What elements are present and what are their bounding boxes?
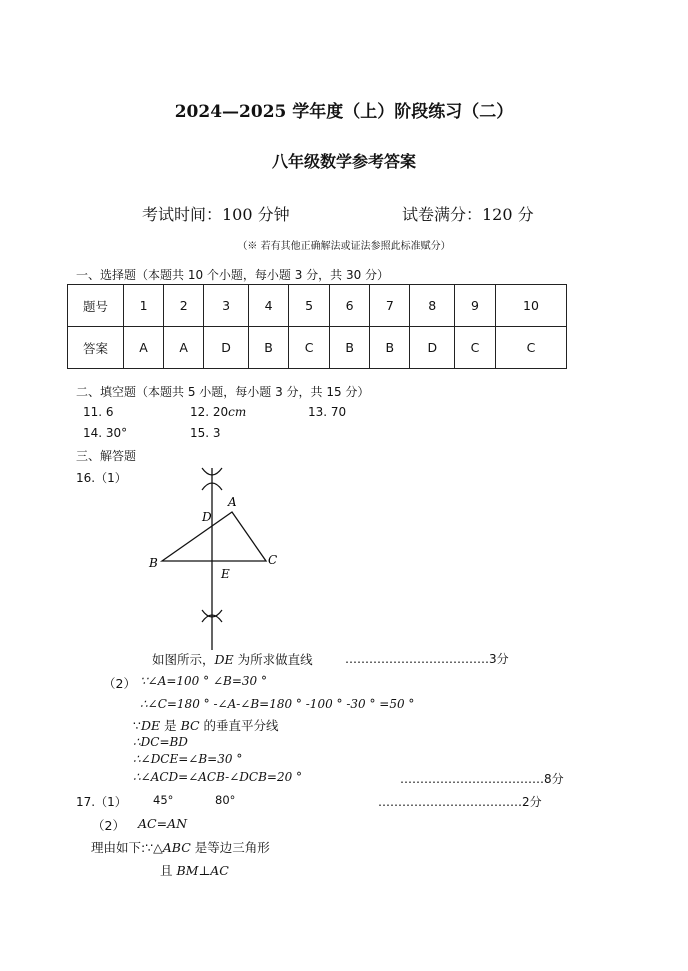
document-title: 2024—2025 学年度（上）阶段练习（二） (174, 102, 514, 122)
q16-part2-label: （2） (103, 676, 136, 691)
q16-line3-bc: BC (180, 718, 200, 733)
q17-part2-label: （2） (92, 818, 125, 833)
q17-and (160, 861, 229, 879)
document-subtitle: 八年级数学参考答案 (271, 152, 416, 171)
q16-conclusion (152, 650, 313, 668)
table-cell: 8 (410, 285, 455, 327)
table-cell: C (495, 327, 566, 369)
q16-line3-post: 的垂直平分线 (199, 718, 279, 733)
label-c: C (268, 553, 278, 567)
q16-line4: ∴DC=BD (133, 735, 188, 749)
q16-line3-mid: 是 (160, 718, 181, 733)
table-cell: B (330, 327, 370, 369)
q17-score-2: ………………………………2分 (378, 795, 542, 809)
q16-line3 (133, 716, 279, 734)
grading-note: （※ 若有其他正确解法或证法参照此标准赋分） (237, 241, 451, 252)
table-cell: 6 (330, 285, 370, 327)
table-cell: 2 (164, 285, 204, 327)
choice-answer-table (67, 284, 567, 369)
q17-and-expr: BM⊥AC (176, 863, 229, 878)
q17-reason-triangle: △ABC (153, 840, 191, 855)
table-cell: 4 (248, 285, 288, 327)
table-cell: 9 (455, 285, 496, 327)
triangle-abc (162, 512, 266, 561)
table-cell: 3 (204, 285, 249, 327)
q16-score-8: ………………………………8分 (400, 772, 564, 786)
q16-line2: ∴∠C=180 ° -∠A-∠B=180 ° -100 ° -30 ° =50 ° (140, 697, 415, 711)
q17-part2-answer: AC=AN (138, 816, 188, 831)
q16-score-3: ………………………………3分 (345, 652, 509, 666)
table-cell: 5 (289, 285, 330, 327)
answer-12-number: 12. 20 (190, 405, 229, 419)
triangle-construction-figure (140, 460, 300, 660)
table-cell: C (289, 327, 330, 369)
table-cell: 7 (370, 285, 410, 327)
q17-label: 17.（1） (76, 795, 127, 809)
q16-line3-de: DE (140, 718, 161, 733)
q16-conclusion-de: DE (214, 652, 234, 667)
table-cell: B (248, 327, 288, 369)
section1-heading: 一、选择题（本题共 10 个小题，每小题 3 分，共 30 分） (76, 268, 390, 282)
answer-12-unit: cm (228, 405, 247, 419)
section3-heading: 三、解答题 (76, 449, 137, 463)
full-score: 试卷满分：120 分 (402, 205, 534, 224)
table-cell: A (164, 327, 204, 369)
table-cell: A (124, 327, 164, 369)
q16-conclusion-post: 为所求做直线 (233, 652, 313, 667)
q16-line1: ∵∠A=100 ° ∠B=30 ° (140, 674, 267, 688)
q16-conclusion-pre: 如图所示， (152, 652, 215, 667)
row-label-answer: 答案 (68, 327, 124, 369)
q17-value-2: 80° (215, 793, 236, 807)
fill-answer-14: 14. 30° (83, 426, 128, 440)
q16-line6: ∴∠ACD=∠ACB-∠DCB=20 ° (133, 770, 303, 784)
fill-answer-12 (190, 405, 246, 419)
q16-line5: ∴∠DCE=∠B=30 ° (133, 752, 243, 766)
table-cell: C (455, 327, 496, 369)
table-cell: D (204, 327, 249, 369)
q17-reason-pre: 理由如下:∵ (91, 840, 154, 855)
q17-reason (91, 838, 270, 856)
fill-answer-11: 11. 6 (83, 405, 114, 419)
fill-answer-13: 13. 70 (308, 405, 347, 419)
label-a: A (228, 495, 237, 509)
label-d: D (202, 510, 212, 524)
q16-label: 16.（1） (76, 471, 127, 485)
table-cell: 1 (124, 285, 164, 327)
because-symbol: ∵ (133, 718, 141, 733)
label-b: B (149, 556, 158, 570)
exam-time: 考试时间：100 分钟 (142, 205, 290, 224)
q17-and-pre: 且 (160, 863, 177, 878)
table-cell: 10 (495, 285, 566, 327)
table-cell: D (410, 327, 455, 369)
table-row-numbers (68, 285, 567, 327)
table-cell: B (370, 327, 410, 369)
fill-answer-15: 15. 3 (190, 426, 221, 440)
q17-reason-post: 是等边三角形 (190, 840, 270, 855)
label-e: E (221, 567, 230, 581)
table-row-answers (68, 327, 567, 369)
section2-heading: 二、填空题（本题共 5 小题，每小题 3 分，共 15 分） (76, 385, 370, 399)
q17-value-1: 45° (153, 793, 174, 807)
row-label-number: 题号 (68, 285, 124, 327)
